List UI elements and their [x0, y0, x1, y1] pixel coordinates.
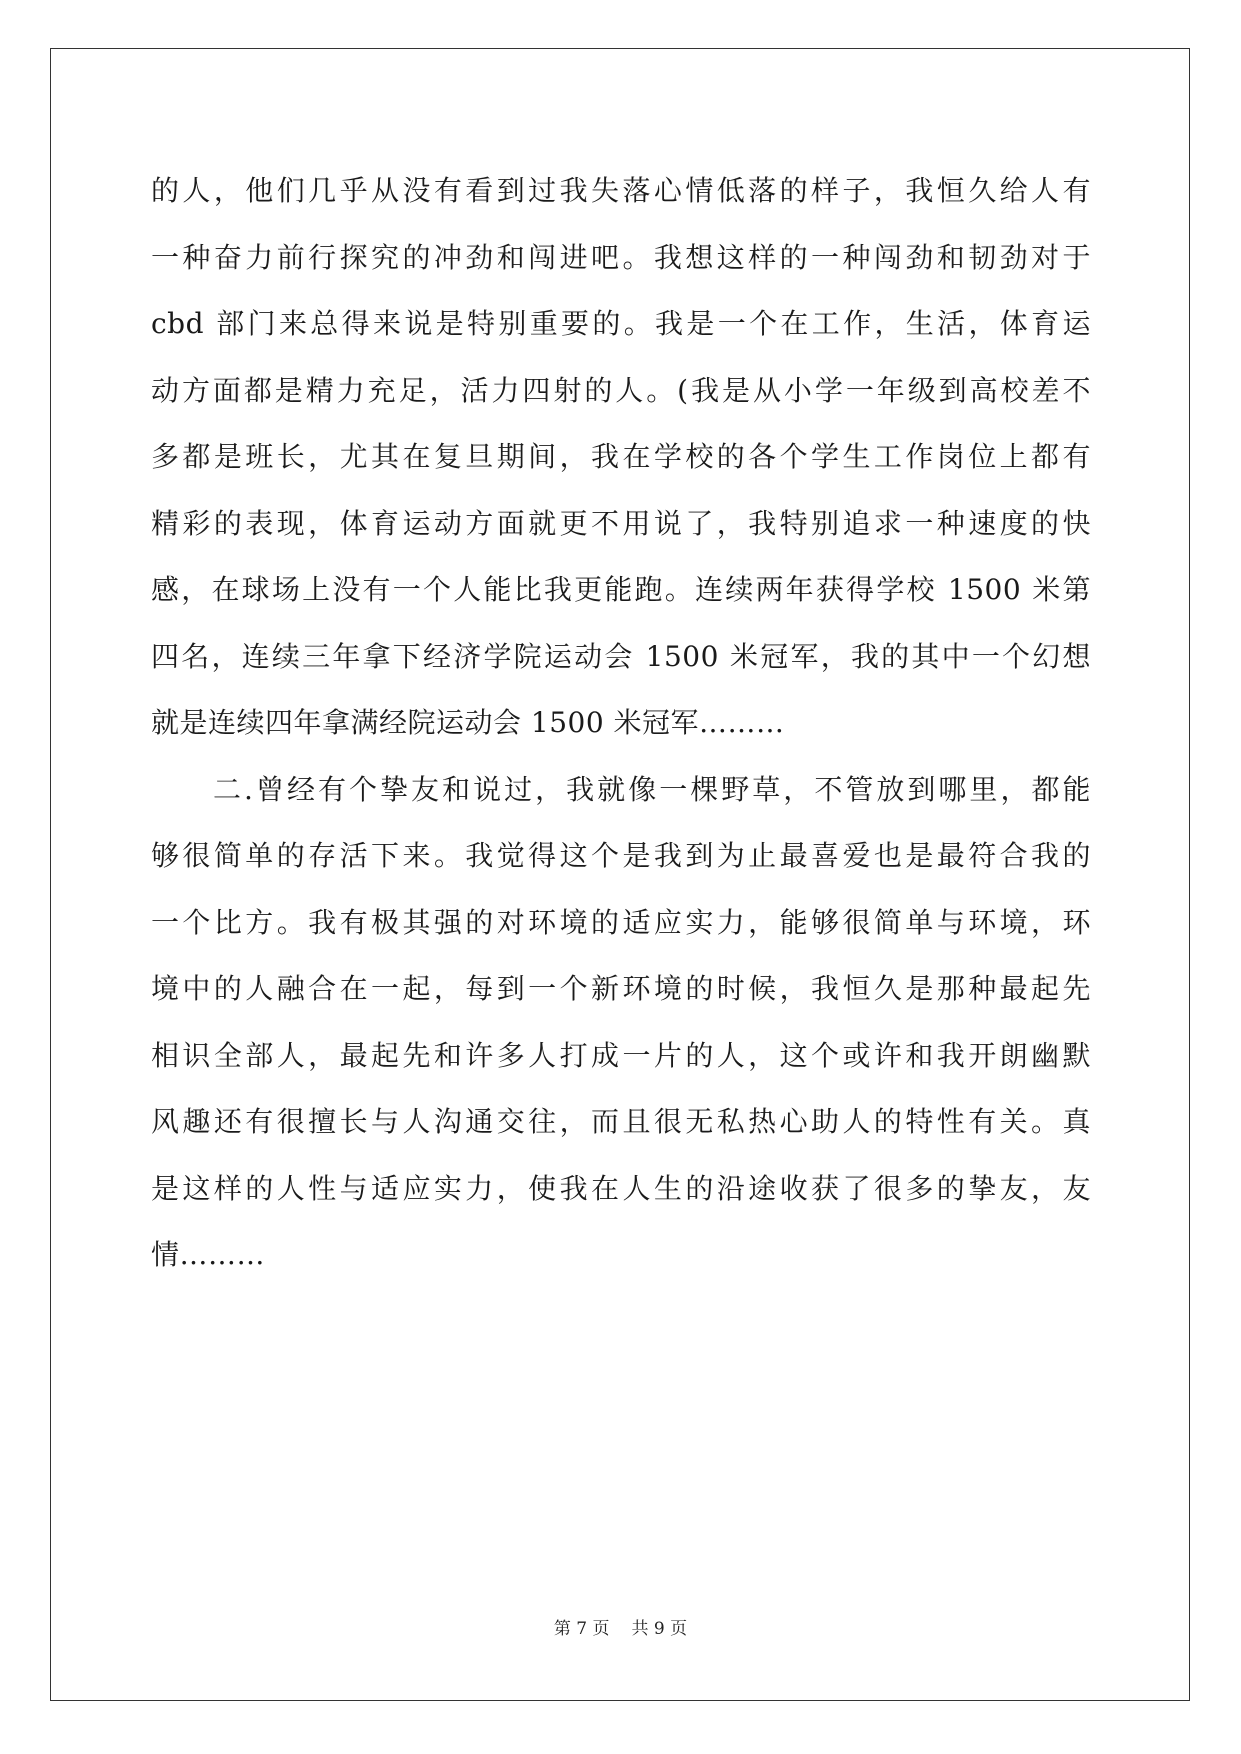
- text-line: 精彩的表现，体育运动方面就更不用说了，我特别追求一种速度的快: [151, 506, 1091, 540]
- text-line: 情………: [151, 1238, 266, 1271]
- text-line: 就是连续四年拿满经院运动会 1500 米冠军………: [151, 706, 785, 739]
- text-line: 一种奋力前行探究的冲劲和闯进吧。我想这样的一种闯劲和韧劲对于: [151, 240, 1091, 274]
- text-line: 境中的人融合在一起，每到一个新环境的时候，我恒久是那种最起先: [151, 972, 1091, 1005]
- text-line: 多都是班长，尤其在复旦期间，我在学校的各个学生工作岗位上都有: [151, 440, 1091, 473]
- text-line: 相识全部人，最起先和许多人打成一片的人，这个或许和我开朗幽默: [151, 1038, 1091, 1072]
- text-line: 感，在球场上没有一个人能比我更能跑。连续两年获得学校 1500 米第: [151, 573, 1091, 606]
- paragraph-start-line: 二.曾经有个挚友和说过，我就像一棵野草，不管放到哪里，都能: [213, 772, 1091, 806]
- text-line: cbd 部门来总得来说是特别重要的。我是一个在工作，生活，体育运: [151, 307, 1091, 340]
- text-line: 四名，连续三年拿下经济学院运动会 1500 米冠军，我的其中一个幻想: [151, 639, 1091, 673]
- text-line: 的人，他们几乎从没有看到过我失落心情低落的样子，我恒久给人有: [151, 174, 1091, 207]
- page-total: 共 9 页: [631, 1619, 688, 1639]
- page-number: 第 7 页: [553, 1619, 610, 1639]
- text-line: 是这样的人性与适应实力，使我在人生的沿途收获了很多的挚友，友: [151, 1171, 1091, 1205]
- text-line: 够很简单的存活下来。我觉得这个是我到为止最喜爱也是最符合我的: [151, 839, 1091, 872]
- text-line: 动方面都是精力充足，活力四射的人。(我是从小学一年级到高校差不: [151, 373, 1091, 407]
- page-footer: [0, 1614, 1241, 1639]
- text-line: 一个比方。我有极其强的对环境的适应实力，能够很简单与环境，环: [151, 905, 1091, 939]
- document-body: [151, 158, 1091, 1289]
- text-line: 风趣还有很擅长与人沟通交往，而且很无私热心助人的特性有关。真: [151, 1105, 1091, 1138]
